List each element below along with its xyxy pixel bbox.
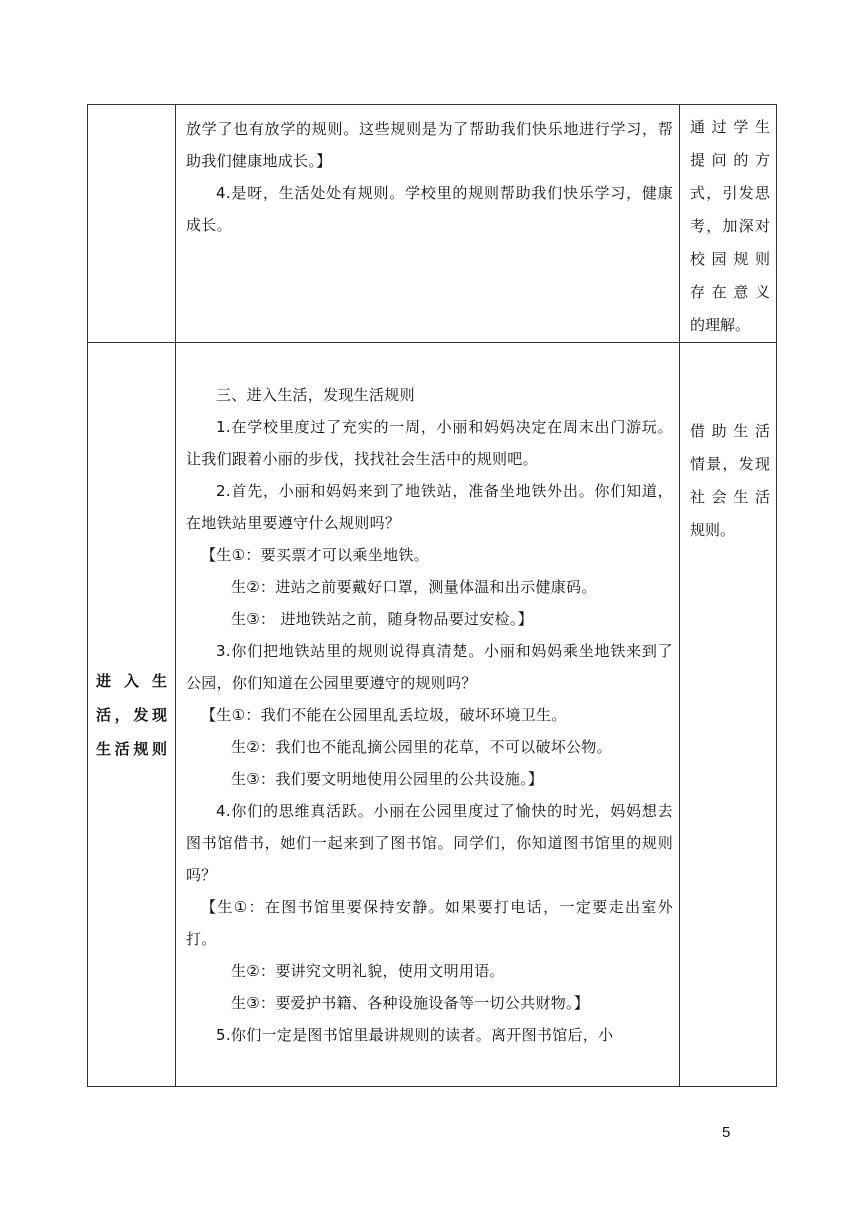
paragraph: 4.是呀，生活处处有规则。学校里的规则帮助我们快乐学习，健康成长。 [186,184,673,234]
student-answer: 生②：进站之前要戴好口罩，测量体温和出示健康码。 [231,578,597,596]
student-answer: 【生①：在图书馆里要保持安静。如果要打电话，一定要走出室外打。 [186,898,673,948]
paragraph: 5.你们一定是图书馆里最讲规则的读者。离开图书馆后，小 [216,1026,614,1044]
purpose-line: 校园规则 [690,250,770,268]
paragraph: 4.你们的思维真活跃。小丽在公园里度过了愉快的时光，妈妈想去图书馆借书，她们一起来到了图书馆。同学们，你知道图书馆里的规则吗？ [186,802,673,884]
student-answer: 生③： 进地铁站之前，随身物品要过安检。】 [231,610,534,628]
student-answer: 生②：我们也不能乱摘公园里的花草，不可以破坏公物。 [231,738,612,756]
section-heading: 三、进入生活，发现生活规则 [216,386,415,404]
stage-label-cell [88,105,176,343]
student-answer: 生②：要讲究文明礼貌，使用文明用语。 [231,962,505,980]
table-row [88,105,777,343]
purpose-line: 存在意义 [690,283,770,301]
purpose-line: 通过学生 [690,118,770,136]
activity-cell [176,105,680,343]
purpose-line: 借助生活 [690,422,770,440]
paragraph: 1.在学校里度过了充实的一周，小丽和妈妈决定在周末出门游玩。让我们跟着小丽的步伐，找找社会生活中的规则吧。 [186,418,673,468]
student-answer: 【生①：要买票才可以乘坐地铁。 [201,546,429,564]
purpose-line: 式，引发思 [690,184,770,202]
student-answer: 生③：要爱护书籍、各种设施设备等一切公共财物。】 [231,994,590,1012]
page-number: 5 [722,1124,731,1141]
purpose-cell [680,343,777,1087]
table-row [88,343,777,1087]
paragraph: 3.你们把地铁站里的规则说得真清楚。小丽和妈妈乘坐地铁来到了公园，你们知道在公园里要遵守的规则吗？ [186,642,673,692]
student-answer: 生③：我们要文明地使用公园里的公共设施。】 [231,770,544,788]
lesson-plan-table [87,104,777,1087]
paragraph: 放学了也有放学的规则。这些规则是为了帮助我们快乐地进行学习，帮助我们健康地成长。】 [186,120,673,170]
purpose-cell [680,105,777,343]
purpose-line: 提问的方 [690,151,770,169]
student-answer: 【生①：我们不能在公园里乱丢垃圾，破坏环境卫生。 [201,706,567,724]
stage-label-line: 活，发现 [96,705,167,724]
purpose-line: 社会生活 [690,488,770,506]
paragraph: 2.首先，小丽和妈妈来到了地铁站，准备坐地铁外出。你们知道，在地铁站里要遵守什么规则吗？ [186,482,673,532]
stage-label-line: 进入生 [96,671,167,690]
purpose-line: 规则。 [690,521,736,539]
activity-cell [176,343,680,1087]
stage-label-cell [88,343,176,1087]
purpose-line: 考，加深对 [690,217,770,235]
stage-label-line: 生活规则 [96,739,167,758]
purpose-line: 的理解。 [690,316,751,334]
purpose-line: 情景，发现 [690,455,770,473]
